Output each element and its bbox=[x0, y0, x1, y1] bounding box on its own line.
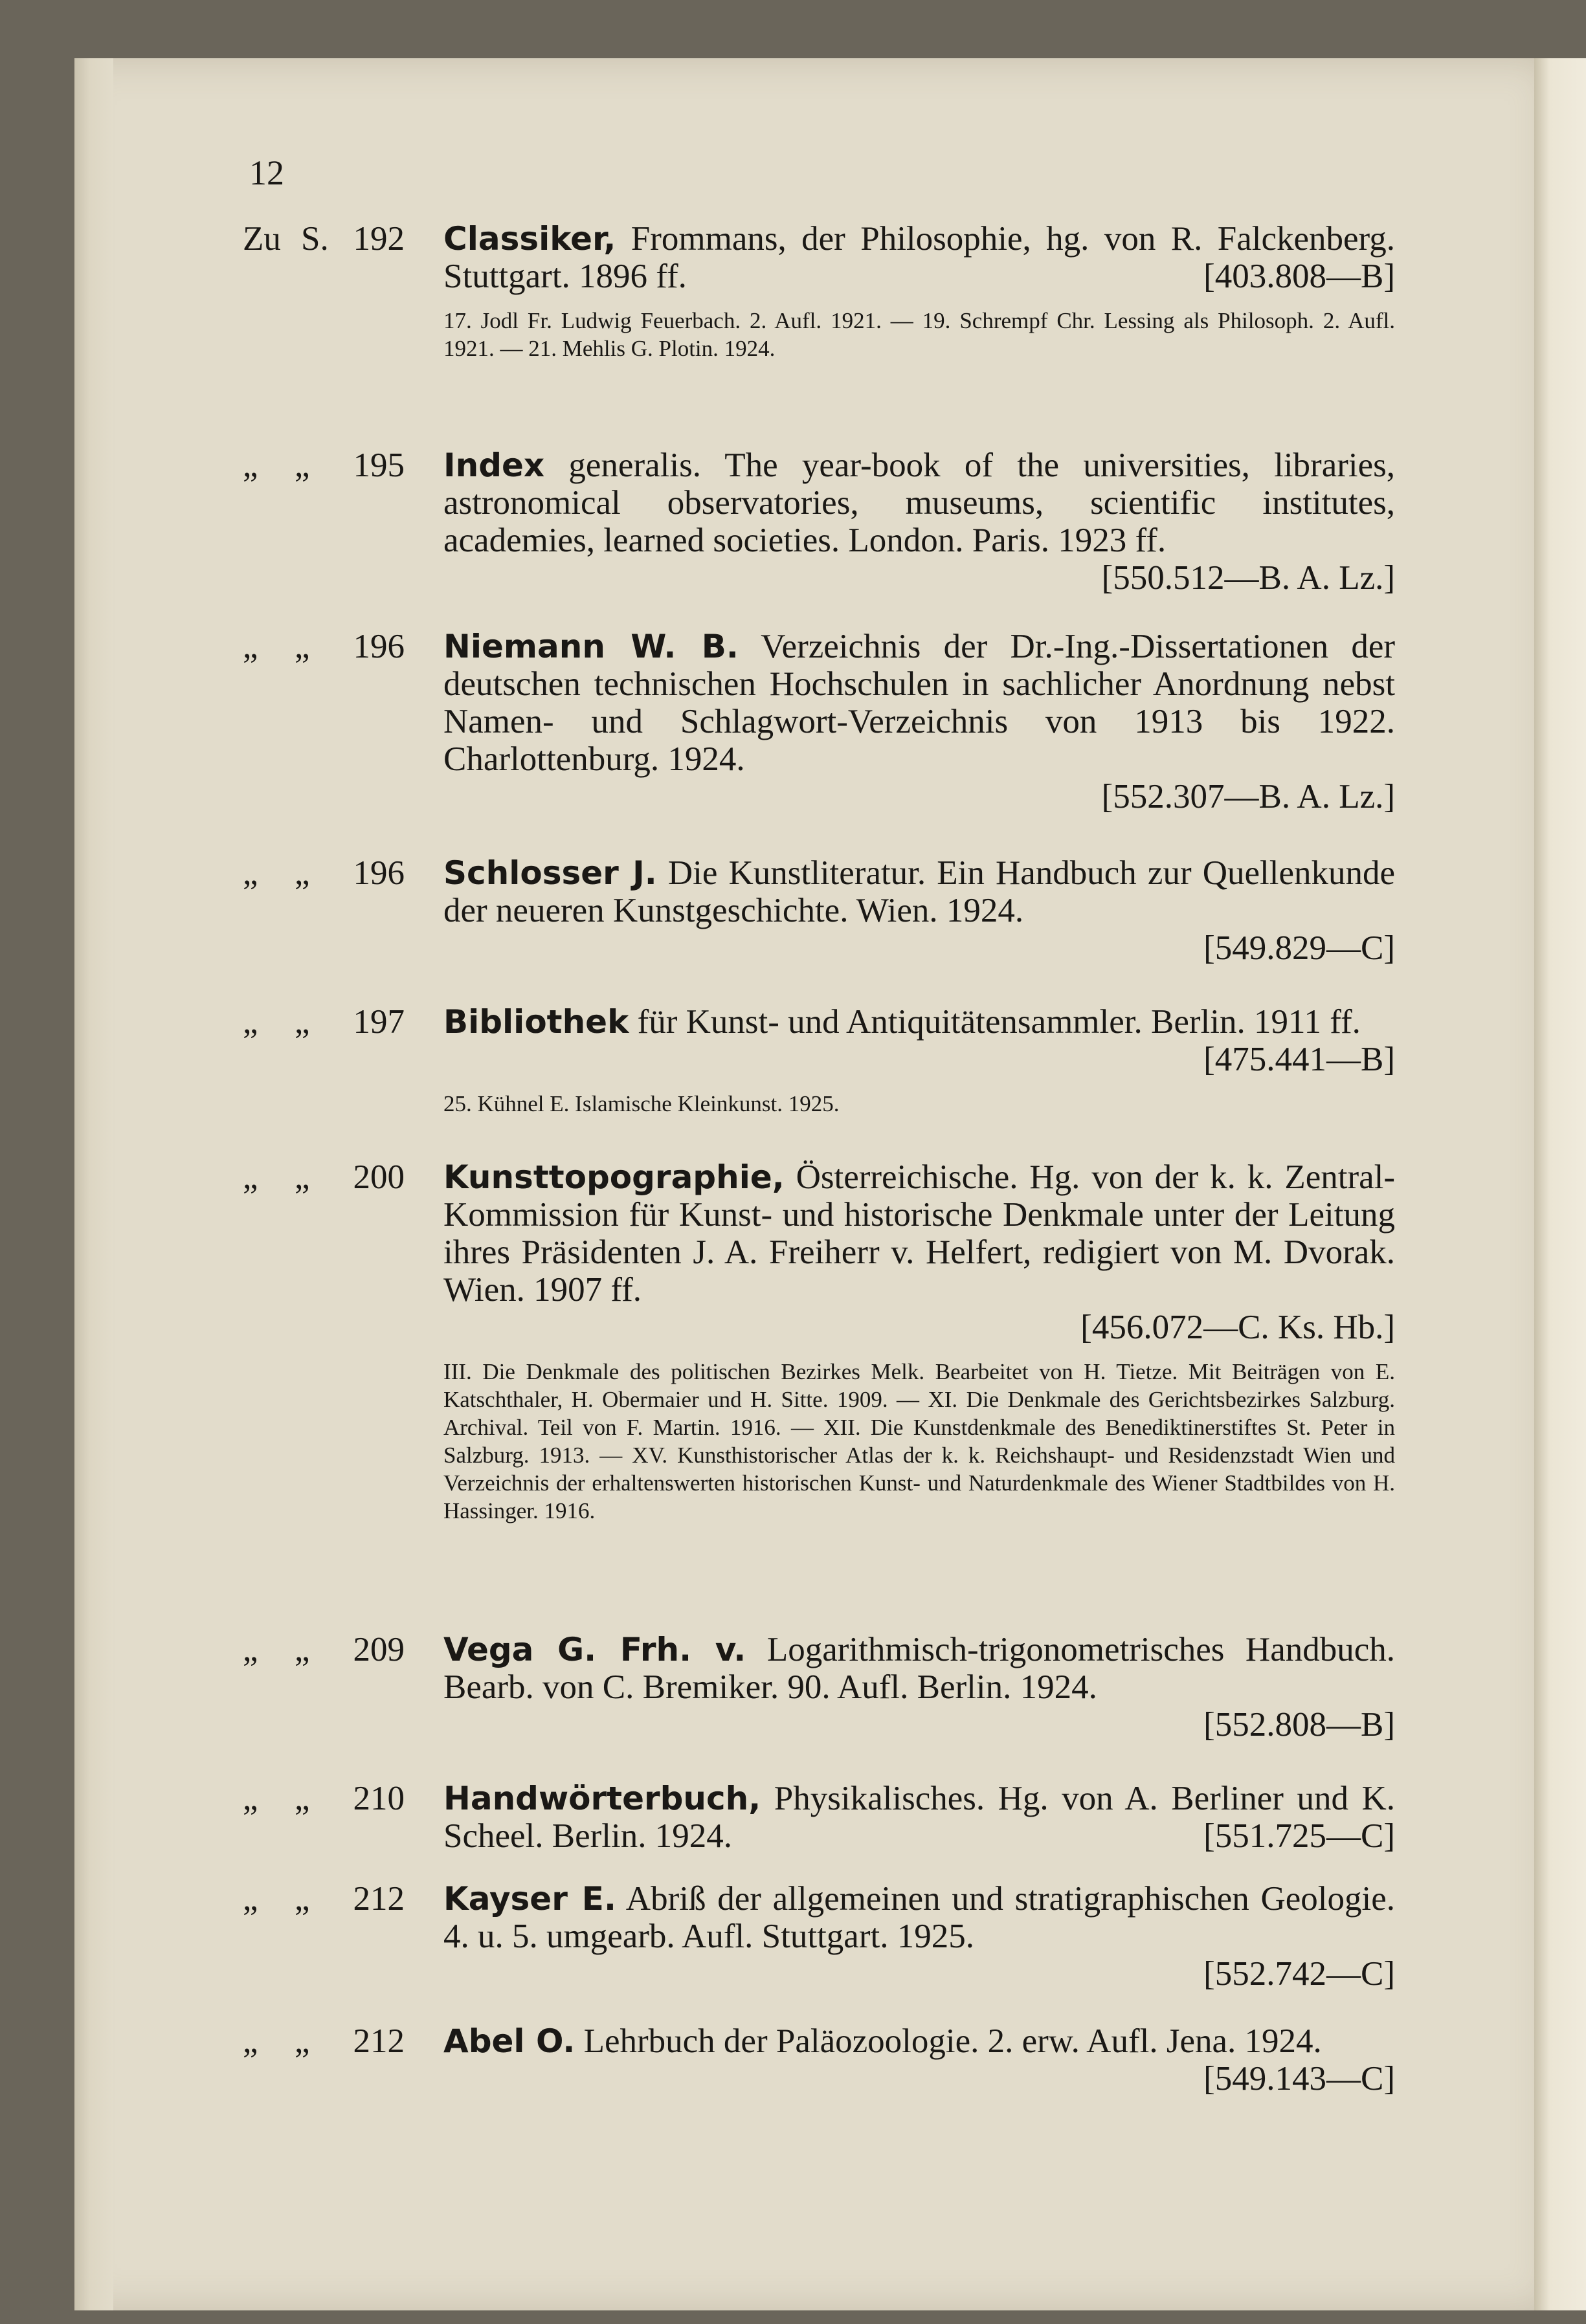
entry-text: Frommans, der Philosophie, hg. von R. Falckenberg. Stuttgart. 1896 ff. bbox=[443, 220, 1395, 295]
entry-signature: [552.742—C] bbox=[1203, 1955, 1395, 1993]
ditto-mark: „ bbox=[295, 1780, 310, 1817]
entry-title: Schlosser J. bbox=[443, 854, 657, 892]
entry-signature: [475.441—B] bbox=[1203, 1041, 1395, 1078]
entry-signature: [403.808—B] bbox=[1203, 258, 1395, 295]
entry-reference bbox=[243, 854, 437, 892]
entry-body bbox=[443, 1780, 1395, 1855]
entry-title: Kunsttopographie, bbox=[443, 1158, 785, 1196]
entry-reference bbox=[243, 1631, 437, 1668]
bibliography-entry bbox=[243, 1631, 1395, 1743]
entry-signature: [549.143—C] bbox=[1203, 2060, 1395, 2097]
entry-body bbox=[443, 628, 1395, 815]
entry-title: Vega G. Frh. v. bbox=[443, 1631, 746, 1668]
entry-reference bbox=[243, 1158, 437, 1196]
entry-title: Classiker, bbox=[443, 220, 616, 258]
page-gutter-shadow bbox=[74, 58, 113, 2310]
reference-page: 209 bbox=[353, 1631, 405, 1668]
reference-page: 200 bbox=[353, 1158, 405, 1196]
entry-text: Lehrbuch der Paläozoologie. 2. erw. Aufl. Jena. 1924. bbox=[583, 2022, 1322, 2060]
bibliography-entry bbox=[243, 1003, 1395, 1118]
ditto-mark: „ bbox=[243, 1003, 258, 1041]
entry-text: Die Kunstliteratur. Ein Handbuch zur Quellenkunde der neueren Kunstgeschichte. Wien. 1924. bbox=[443, 854, 1396, 929]
entry-body bbox=[443, 220, 1395, 295]
reference-page: 196 bbox=[353, 854, 405, 892]
bibliography-entry bbox=[243, 1880, 1395, 1993]
ditto-mark: „ bbox=[295, 1880, 310, 1918]
ditto-mark: „ bbox=[243, 1780, 258, 1817]
entry-title: Bibliothek bbox=[443, 1003, 629, 1041]
reference-page: 196 bbox=[353, 628, 405, 665]
entry-title: Kayser E. bbox=[443, 1880, 616, 1918]
ditto-mark: „ bbox=[295, 447, 310, 484]
ditto-mark: „ bbox=[295, 628, 310, 665]
reference-s: S. bbox=[301, 220, 329, 258]
bibliography-entry bbox=[243, 628, 1395, 815]
ditto-mark: „ bbox=[243, 1631, 258, 1668]
entry-notes: 25. Kühnel E. Islamische Kleinkunst. 1925. bbox=[443, 1091, 840, 1116]
entry-notes: III. Die Denkmale des politischen Bezirkes Melk. Bearbeitet von H. Tietze. Mit Beiträgen von E. Katschthaler, H. Obermaier und H. Sitte. 1909. — XI. Die Denkmale des Gerichtsbezirkes Salzburg. Archival. Teil von F. Martin. 1916. — XII. Die Kunstdenkmale des Benediktinerstiftes St. Peter in Salzburg. 1913. — XV. Kunsthistorischer Atlas der k. k. Reichshaupt- und Residenzstadt Wien und Verzeichnis der erhaltenswerten historischen Kunst- und Naturdenkmale des Wiener Stadtbildes von H. Hassinger. 1916. bbox=[443, 1359, 1395, 1523]
entry-text: Österreichische. Hg. von der k. k. Zentral-Kommission für Kunst- und historische Denkmale unter der Leitung ihres Präsidenten J. A. Freiherr v. Helfert, redigiert von M. Dvorak. Wien. 1907 ff. bbox=[443, 1158, 1395, 1309]
entry-reference bbox=[243, 2022, 437, 2060]
entry-reference bbox=[243, 1003, 437, 1041]
entry-signature: [551.725—C] bbox=[1203, 1817, 1395, 1855]
ditto-mark: „ bbox=[295, 854, 310, 892]
ditto-mark: „ bbox=[243, 2022, 258, 2060]
entry-body bbox=[443, 1880, 1395, 1993]
entry-reference bbox=[243, 220, 437, 258]
entry-body bbox=[443, 2022, 1395, 2097]
reference-page: 197 bbox=[353, 1003, 405, 1041]
entry-reference bbox=[243, 1780, 437, 1817]
entry-text: Verzeichnis der Dr.-Ing.-Dissertationen der deutschen technischen Hochschulen in sachlicher Anordnung nebst Namen- und Schlagwort-Verzeichnis von 1913 bis 1922. Charlottenburg. 1924. bbox=[443, 628, 1395, 778]
ditto-mark: „ bbox=[295, 1631, 310, 1668]
reference-page: 195 bbox=[353, 447, 405, 484]
page-number: 12 bbox=[249, 153, 284, 192]
reference-prefix: Zu bbox=[243, 220, 281, 258]
entry-text: Abriß der allgemeinen und stratigraphischen Geologie. 4. u. 5. umgearb. Aufl. Stuttgart. 1925. bbox=[443, 1880, 1396, 1955]
ditto-mark: „ bbox=[295, 1003, 310, 1041]
entry-notes: 17. Jodl Fr. Ludwig Feuerbach. 2. Aufl. 1921. — 19. Schrempf Chr. Lessing als Philosoph. 2. Aufl. 1921. — 21. Mehlis G. Plotin. 1924. bbox=[443, 308, 1395, 361]
entry-body bbox=[443, 1631, 1395, 1743]
ditto-mark: „ bbox=[243, 628, 258, 665]
entry-text: generalis. The year-book of the universities, libraries, astronomical observatories, museums, scientific institutes, academies, learned societies. London. Paris. 1923 ff. bbox=[443, 447, 1396, 559]
reference-page: 210 bbox=[353, 1780, 405, 1817]
entry-title: Abel O. bbox=[443, 2022, 575, 2060]
bibliography-entry bbox=[243, 1780, 1395, 1855]
entry-signature: [456.072—C. Ks. Hb.] bbox=[1080, 1309, 1395, 1346]
reference-page: 192 bbox=[353, 220, 405, 258]
entry-signature: [552.808—B] bbox=[1203, 1706, 1395, 1743]
ditto-mark: „ bbox=[243, 447, 258, 484]
entry-body bbox=[443, 1003, 1395, 1078]
entry-text: Logarithmisch-trigonometrisches Handbuch. Bearb. von C. Bremiker. 90. Aufl. Berlin. 1924. bbox=[443, 1631, 1396, 1706]
entry-title: Handwörterbuch, bbox=[443, 1780, 761, 1817]
ditto-mark: „ bbox=[243, 1158, 258, 1196]
reference-page: 212 bbox=[353, 2022, 405, 2060]
reference-page: 212 bbox=[353, 1880, 405, 1918]
ditto-mark: „ bbox=[295, 2022, 310, 2060]
entry-reference bbox=[243, 447, 437, 484]
bibliography-entry bbox=[243, 2022, 1395, 2097]
entry-text: Physikalisches. Hg. von A. Berliner und K. Scheel. Berlin. 1924. bbox=[443, 1780, 1395, 1855]
entry-reference bbox=[243, 628, 437, 665]
bibliography-entry bbox=[243, 447, 1395, 597]
entry-text: für Kunst- und Antiquitätensammler. Berlin. 1911 ff. bbox=[637, 1003, 1361, 1041]
entry-body bbox=[443, 854, 1395, 967]
entry-body bbox=[443, 447, 1395, 597]
ditto-mark: „ bbox=[295, 1158, 310, 1196]
bibliography-entry bbox=[243, 1158, 1395, 1525]
ditto-mark: „ bbox=[243, 854, 258, 892]
entry-signature: [550.512—B. A. Lz.] bbox=[1101, 559, 1395, 597]
entry-reference bbox=[243, 1880, 437, 1918]
entry-signature: [552.307—B. A. Lz.] bbox=[1101, 778, 1395, 815]
entry-title: Niemann W. B. bbox=[443, 628, 739, 665]
entry-title: Index bbox=[443, 447, 545, 484]
bibliography-entry bbox=[243, 854, 1395, 967]
bibliography-entry bbox=[243, 220, 1395, 362]
entry-signature: [549.829—C] bbox=[1203, 929, 1395, 967]
entry-body bbox=[443, 1158, 1395, 1346]
page-outer-edge bbox=[1534, 58, 1586, 2310]
ditto-mark: „ bbox=[243, 1880, 258, 1918]
